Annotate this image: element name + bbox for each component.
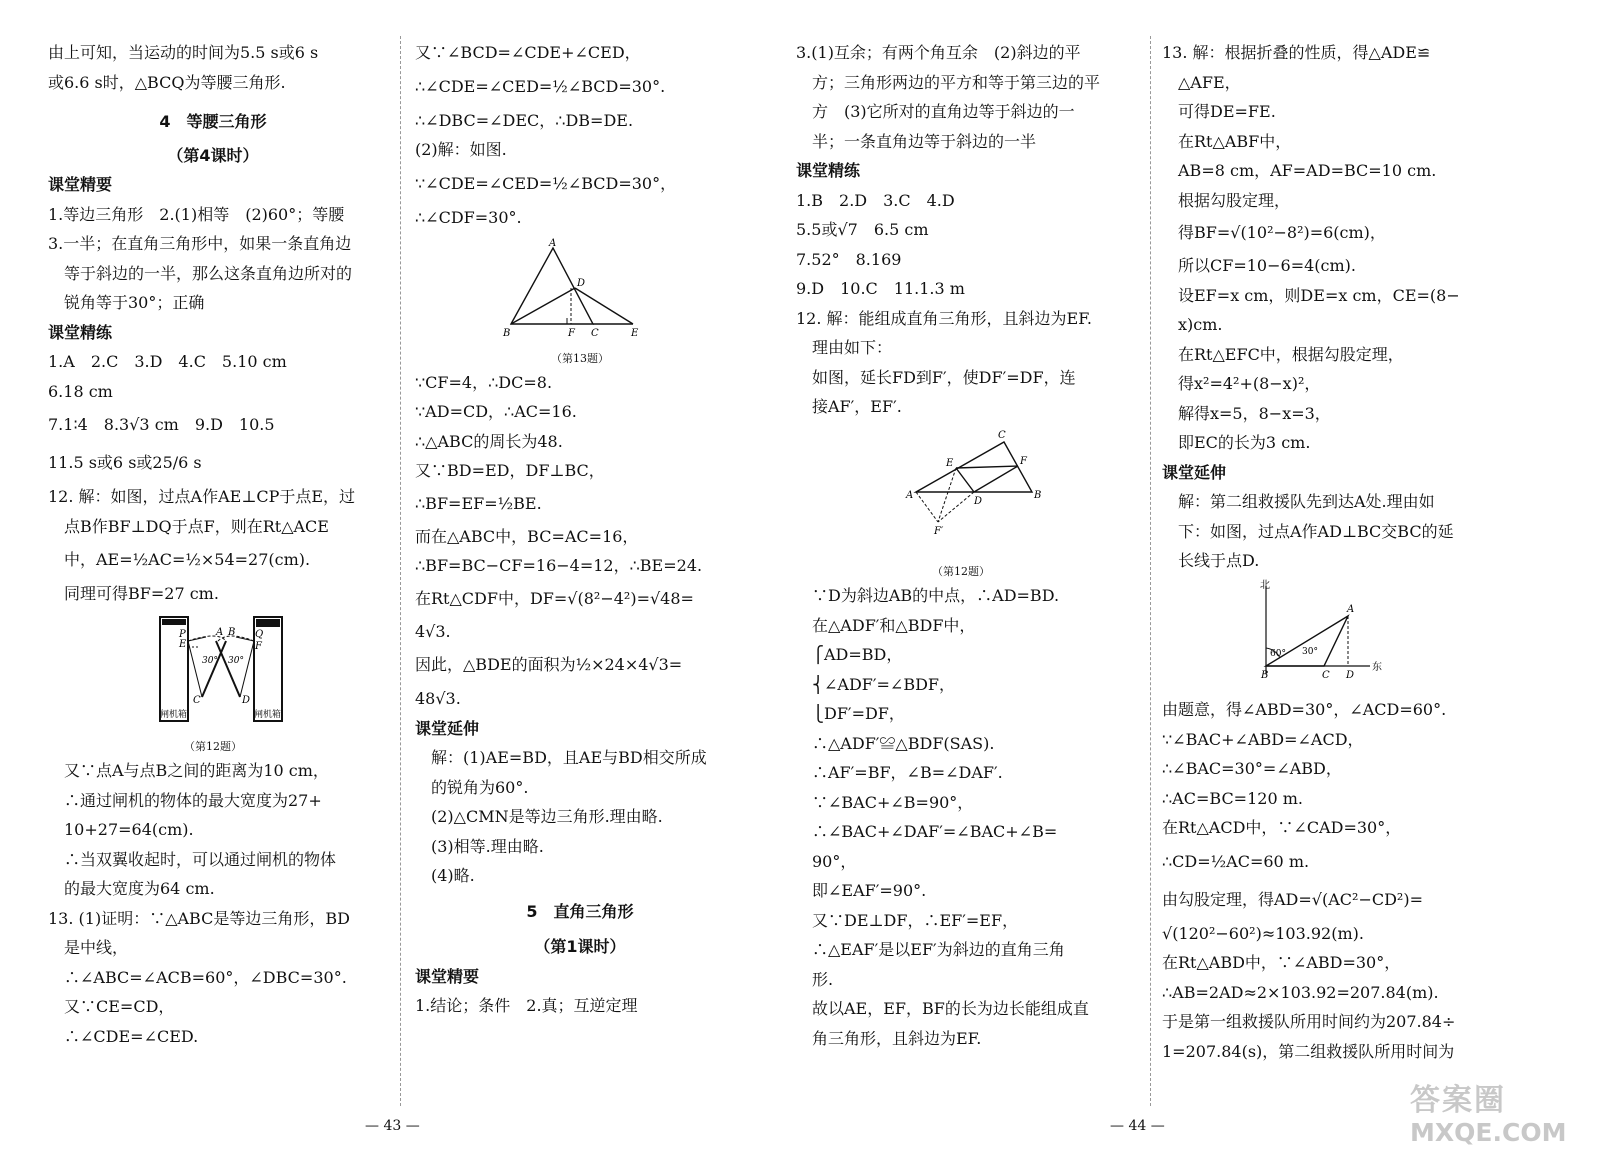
- heading-yanshen: 课堂延伸: [415, 718, 480, 738]
- text-line: (2)解：如图.: [415, 140, 507, 159]
- text-line: 可得DE=FE.: [1162, 102, 1276, 121]
- label-d: D: [1346, 669, 1355, 681]
- label-c: C: [193, 694, 201, 706]
- label-f-prime: F′: [934, 525, 944, 537]
- label-d: D: [242, 694, 251, 706]
- page-number-right: — 44 —: [1110, 1118, 1165, 1134]
- text-line: AB=8 cm，AF=AD=BC=10 cm.: [1162, 161, 1437, 180]
- text-line: 在Rt△ABD中，∵∠ABD=30°，: [1162, 953, 1401, 972]
- text-line: ∴通过闸机的物体的最大宽度为27+: [48, 790, 322, 810]
- column-3: [796, 38, 1126, 1053]
- text-line: 9.D 10.C 11.1.3 m: [796, 279, 965, 298]
- section-title: 4 等腰三角形: [159, 112, 267, 131]
- text-line: ∴∠CDF=30°.: [415, 207, 522, 227]
- text-line: ∵AD=CD，∴AC=16.: [415, 402, 577, 421]
- label-d: D: [577, 278, 586, 289]
- text-line: 理由如下：: [796, 338, 893, 357]
- text-line: 接AF′，EF′.: [796, 397, 902, 416]
- text-line: ∴∠CDE=∠CED=½∠BCD=30°.: [415, 76, 666, 96]
- text-line: ∴CD=½AC=60 m.: [1162, 851, 1310, 871]
- text-line: 等于斜边的一半，那么这条直角边所对的: [48, 263, 353, 283]
- text-line: 设EF=x cm，则DE=x cm，CE=(8−: [1162, 285, 1460, 305]
- text-line: 7.52° 8.169: [796, 249, 902, 269]
- figure-caption: （第12题）: [184, 740, 242, 753]
- figure-12-gate: [48, 615, 378, 737]
- label-east: 东: [1372, 661, 1382, 673]
- text-line: 中，AE=½AC=½×54=27(cm).: [48, 550, 311, 569]
- text-line: ∴AF′=BF，∠B=∠DAF′.: [796, 763, 1003, 782]
- label-a: A: [1347, 603, 1355, 615]
- text-line: ∴∠BAC+∠DAF′=∠BAC+∠B=: [796, 822, 1058, 841]
- text-line: 又∵点A与点B之间的距离为10 cm，: [48, 761, 329, 780]
- label-gatebox-right: 闸机箱: [254, 709, 282, 720]
- text-line: 1.A 2.C 3.D 4.C 5.10 cm: [48, 352, 287, 371]
- page-number-left: — 43 —: [365, 1118, 420, 1134]
- column-4: [1162, 38, 1492, 1066]
- text-line: 90°，: [796, 851, 857, 871]
- text-line: 下：如图，过点A作AD⊥BC交BC的延: [1162, 521, 1454, 541]
- text-line: 而在△ABC中，BC=AC=16，: [415, 526, 639, 546]
- text-line: ∴AB=2AD≈2×103.92=207.84(m).: [1162, 982, 1439, 1002]
- text-line: 得BF=√(10²−8²)=6(cm)，: [1162, 223, 1386, 242]
- text-line: 或6.6 s时，△BCQ为等腰三角形.: [48, 72, 286, 92]
- lesson-title: （第4课时）: [167, 145, 259, 165]
- text-line: 因此，△BDE的面积为½×24×4√3=: [415, 655, 683, 674]
- text-line: 在Rt△EFC中，根据勾股定理，: [1162, 344, 1404, 364]
- text-line: 12. 解：能组成直角三角形，且斜边为EF.: [796, 308, 1092, 328]
- label-30b: 30°: [228, 655, 244, 666]
- text-line: 解得x=5，8−x=3，: [1162, 403, 1331, 423]
- column-divider: [400, 36, 401, 1106]
- label-30a: 30°: [202, 655, 218, 666]
- text-line: 角三角形，且斜边为EF.: [796, 1028, 982, 1048]
- text-line: ∴BF=BC−CF=16−4=12，∴BE=24.: [415, 556, 703, 575]
- figure-rescue-map: [1162, 578, 1492, 696]
- watermark-logo: [1410, 1075, 1566, 1147]
- text-line: 4√3.: [415, 621, 451, 641]
- text-line: 1=207.84(s)，第二组救援队所用时间为: [1162, 1041, 1455, 1061]
- text-line: 由勾股定理，得AD=√(AC²−CD²)=: [1162, 889, 1423, 909]
- label-e: E: [179, 638, 187, 650]
- section-title: 5 直角三角形: [526, 901, 634, 921]
- text-line: 3.(1)互余；有两个角互余 (2)斜边的平: [796, 43, 1081, 62]
- label-d: D: [974, 495, 983, 507]
- text-line: 半；一条直角边等于斜边的一半: [796, 131, 1037, 151]
- text-line: ∴当双翼收起时，可以通过闸机的物体: [48, 849, 337, 869]
- text-line: ∵D为斜边AB的中点，∴AD=BD.: [796, 586, 1060, 605]
- text-line: (3)相等.理由略.: [415, 836, 544, 856]
- text-line: 又∵BD=ED，DF⊥BC，: [415, 461, 605, 480]
- label-q: Q: [255, 628, 264, 640]
- watermark-bottom: MXQE.COM: [1410, 1118, 1567, 1147]
- text-line: ∴△ABC的周长为48.: [415, 431, 563, 451]
- column-divider: [1150, 36, 1151, 1106]
- text-line: 1.B 2.D 3.C 4.D: [796, 190, 955, 210]
- label-gatebox-left: 闸机箱: [160, 709, 188, 720]
- text-line: ∴BF=EF=½BE.: [415, 493, 542, 513]
- text-line: 同理可得BF=27 cm.: [48, 584, 219, 603]
- text-line: 7.1∶4 8.3√3 cm 9.D 10.5: [48, 415, 275, 434]
- text-line: (4)略.: [415, 866, 475, 885]
- heading-jingyao: 课堂精要: [48, 175, 113, 194]
- text-line: ∵∠BAC+∠B=90°，: [796, 792, 974, 812]
- text-line: 是中线，: [48, 938, 129, 957]
- figure-caption: （第12题）: [932, 565, 990, 578]
- text-line: △AFE，: [1162, 72, 1241, 92]
- column-1: [48, 38, 378, 1051]
- text-line: 10+27=64(cm).: [48, 820, 194, 839]
- text-line: 由上可知，当运动的时间为5.5 s或6 s: [48, 43, 319, 62]
- text-line: 故以AE，EF，BF的长为边长能组成直: [796, 999, 1089, 1018]
- text-line: ∵∠CDE=∠CED=½∠BCD=30°，: [415, 173, 677, 193]
- text-line: 锐角等于30°；正确: [48, 293, 205, 312]
- label-b: B: [228, 626, 236, 638]
- label-f: F: [568, 328, 575, 338]
- text-line: 3.一半；在直角三角形中，如果一条直角边: [48, 234, 352, 253]
- text-line: (2)△CMN是等边三角形.理由略.: [415, 807, 663, 826]
- text-line: ⎩DF′=DF，: [796, 704, 905, 723]
- text-line: 又∵DE⊥DF，∴EF′=EF，: [796, 910, 1019, 930]
- text-line: ∵CF=4，∴DC=8.: [415, 372, 553, 392]
- text-line: 如图，延长FD到F′，使DF′=DF，连: [796, 367, 1076, 387]
- text-line: ∴∠CDE=∠CED.: [48, 1026, 199, 1046]
- text-line: 即EC的长为3 cm.: [1162, 433, 1311, 452]
- text-line: 即∠EAF′=90°.: [796, 881, 927, 900]
- text-line: 1.等边三角形 2.(1)相等 (2)60°；等腰: [48, 204, 345, 224]
- heading-yanshen: 课堂延伸: [1162, 462, 1227, 482]
- text-line: 点B作BF⊥DQ于点F，则在Rt△ACE: [48, 516, 329, 536]
- label-e: E: [631, 328, 639, 338]
- column-2: [415, 38, 745, 1021]
- label-c: C: [998, 429, 1006, 441]
- label-a: A: [906, 489, 914, 501]
- text-line: 12. 解：如图，过点A作AE⊥CP于点E，过: [48, 487, 356, 506]
- text-line: ⎧AD=BD，: [796, 645, 903, 664]
- text-line: 在Rt△ACD中，∵∠CAD=30°，: [1162, 818, 1402, 837]
- text-line: 在△ADF′和△BDF中，: [796, 615, 976, 635]
- label-f: F: [255, 640, 262, 652]
- label-north: 北: [1260, 579, 1270, 591]
- text-line: ∴△EAF′是以EF′为斜边的直角三角: [796, 940, 1065, 959]
- text-line: ∴∠ABC=∠ACB=60°，∠DBC=30°.: [48, 967, 347, 987]
- watermark-top: 答案圈: [1410, 1083, 1506, 1118]
- heading-jinglian: 课堂精练: [48, 322, 113, 342]
- heading-jingyao: 课堂精要: [415, 966, 480, 986]
- text-line: 解：第二组救援队先到达A处.理由如: [1162, 492, 1435, 511]
- text-line: 5.5或√7 6.5 cm: [796, 220, 929, 239]
- text-line: √(120²−60²)≈103.92(m).: [1162, 923, 1364, 943]
- text-line: ∴∠DBC=∠DEC，∴DB=DE.: [415, 110, 634, 130]
- text-line: 于是第一组救援队所用时间约为207.84÷: [1162, 1012, 1456, 1031]
- label-e: E: [946, 457, 954, 469]
- text-line: 13. (1)证明：∵△ABC是等边三角形，BD: [48, 908, 350, 928]
- text-line: 1.结论；条件 2.真；互逆定理: [415, 996, 638, 1015]
- text-line: 又∵CE=CD，: [48, 997, 175, 1016]
- text-line: 所以CF=10−6=4(cm).: [1162, 256, 1356, 275]
- text-line: 长线于点D.: [1162, 551, 1260, 570]
- text-line: ∴△ADF′≌△BDF(SAS).: [796, 733, 995, 753]
- text-line: ⎨∠ADF′=∠BDF，: [796, 674, 956, 694]
- text-line: 根据勾股定理，: [1162, 190, 1291, 210]
- text-line: ∵∠BAC+∠ABD=∠ACD，: [1162, 729, 1364, 749]
- label-f: F: [1020, 455, 1027, 467]
- text-line: 的最大宽度为64 cm.: [48, 879, 215, 898]
- text-line: 的锐角为60°.: [415, 777, 529, 797]
- text-line: 13. 解：根据折叠的性质，得△ADE≌: [1162, 43, 1431, 62]
- label-b: B: [1261, 669, 1269, 681]
- text-line: 方；三角形两边的平方和等于第三边的平: [796, 72, 1101, 92]
- label-c: C: [591, 328, 599, 338]
- label-b: B: [1034, 489, 1042, 501]
- text-line: 又∵∠BCD=∠CDE+∠CED，: [415, 43, 641, 62]
- text-line: 11.5 s或6 s或25/6 s: [48, 453, 202, 472]
- text-line: 在Rt△CDF中，DF=√(8²−4²)=√48=: [415, 588, 694, 608]
- right-triangle-diagram: [796, 428, 1126, 552]
- text-line: 得x²=4²+(8−x)²，: [1162, 374, 1321, 393]
- label-p: P: [179, 628, 186, 640]
- triangle-diagram: [415, 238, 745, 338]
- text-line: ∴∠BAC=30°=∠ABD，: [1162, 759, 1342, 778]
- lesson-title: （第1课时）: [534, 937, 626, 956]
- label-b: B: [503, 328, 511, 338]
- text-line: 48√3.: [415, 689, 461, 708]
- text-line: 解：(1)AE=BD，且AE与BD相交所成: [415, 748, 707, 767]
- text-line: 在Rt△ABF中，: [1162, 131, 1292, 151]
- heading-jinglian: 课堂精练: [796, 161, 861, 180]
- label-a: A: [216, 626, 224, 638]
- label-c: C: [1322, 669, 1330, 681]
- figure-13-triangle: [415, 238, 745, 348]
- text-line: x)cm.: [1162, 315, 1223, 334]
- text-line: ∴AC=BC=120 m.: [1162, 788, 1303, 808]
- gate-diagram: [48, 615, 378, 727]
- figure-caption: （第13题）: [551, 351, 609, 365]
- figure-12-right-triangle: [796, 428, 1126, 562]
- label-a: A: [549, 238, 557, 249]
- text-line: 由题意，得∠ABD=30°，∠ACD=60°.: [1162, 700, 1447, 719]
- label-60: 60°: [1270, 648, 1286, 659]
- label-30: 30°: [1302, 646, 1318, 657]
- rescue-diagram: [1162, 578, 1492, 686]
- text-line: 6.18 cm: [48, 381, 113, 401]
- text-line: 方 (3)它所对的直角边等于斜边的一: [796, 102, 1075, 121]
- text-line: 形.: [796, 969, 834, 989]
